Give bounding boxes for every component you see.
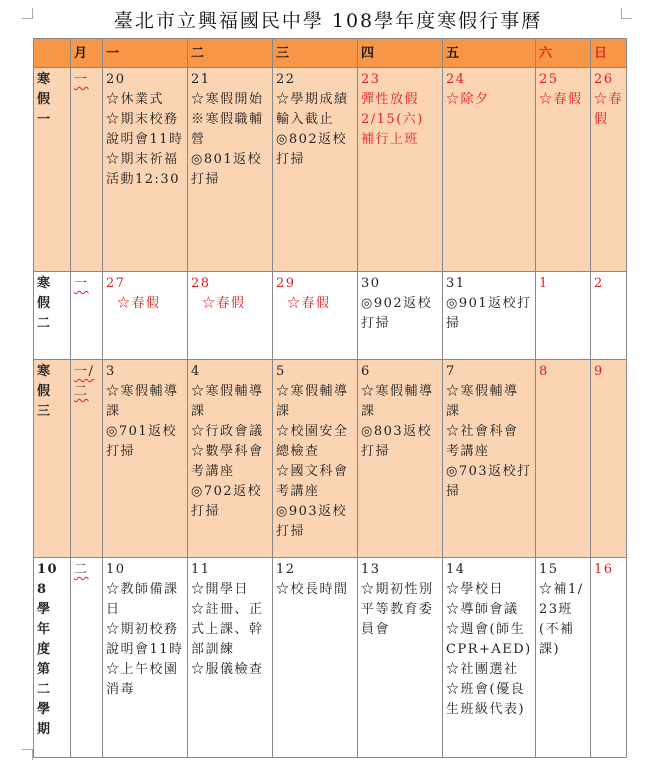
document-title[interactable] <box>0 6 656 33</box>
week-label-char: 假 <box>37 296 52 311</box>
week-label-char: 三 <box>37 404 52 419</box>
event-text: ◎903返校打掃 <box>276 504 348 539</box>
event-text: ☆寒假開始 <box>191 92 264 107</box>
day-cell[interactable] <box>358 272 443 360</box>
week-label-char: 度 <box>37 642 52 657</box>
day-number: 20 <box>106 72 126 87</box>
event-text: ☆春假 <box>594 92 624 127</box>
day-number: 28 <box>191 276 211 291</box>
event-text: ☆春假 <box>202 296 246 311</box>
event-text: ☆補1/23班(不補課) <box>539 582 584 657</box>
day-cell[interactable] <box>591 558 627 758</box>
header-label: 日 <box>594 46 609 61</box>
month-label: 一 <box>74 276 89 291</box>
day-cell[interactable] <box>536 272 591 360</box>
header-weekday[interactable] <box>443 39 536 68</box>
day-cell[interactable] <box>188 558 273 758</box>
day-cell[interactable] <box>443 272 536 360</box>
header-label: 六 <box>539 46 554 61</box>
header-weekday[interactable] <box>188 39 273 68</box>
week-label-char: 年 <box>37 622 52 637</box>
day-cell[interactable] <box>443 558 536 758</box>
header-label: 三 <box>276 46 291 61</box>
header-month[interactable] <box>71 39 103 68</box>
week-label-char: 假 <box>37 384 52 399</box>
header-label: 一 <box>106 46 121 61</box>
month-cell[interactable] <box>71 272 103 360</box>
event-text: ◎702返校打掃 <box>191 484 263 519</box>
header-weekday[interactable] <box>103 39 188 68</box>
event-text: ☆校長時間 <box>276 582 349 597</box>
event-text: ☆上午校園消毒 <box>106 662 179 697</box>
event-text: ☆學校日 <box>446 582 505 597</box>
day-number: 26 <box>594 72 614 87</box>
week-label-char: 第 <box>37 662 52 677</box>
week-label-char: 學 <box>37 602 52 617</box>
event-text: ◎901返校打掃 <box>446 296 532 331</box>
day-number: 9 <box>594 364 604 379</box>
day-cell[interactable] <box>103 360 188 558</box>
event-text: 補行上班 <box>361 132 420 147</box>
month-label: 一/二 <box>74 364 95 399</box>
week-label-char: 寒 <box>37 72 52 87</box>
week-label-char: 假 <box>37 92 52 107</box>
day-number: 3 <box>106 364 116 379</box>
event-text: ☆服儀檢查 <box>191 662 264 677</box>
month-label: 一 <box>74 72 89 87</box>
week-label-cell[interactable] <box>34 558 71 758</box>
event-text: ☆註冊、正式上課、幹部訓練 <box>191 602 264 657</box>
event-text: ☆班會(優良生班級代表) <box>446 682 526 717</box>
day-cell[interactable] <box>273 558 358 758</box>
event-text: ☆春假 <box>117 296 161 311</box>
day-cell[interactable] <box>273 68 358 272</box>
event-text: 2/15(六) <box>361 112 424 127</box>
week-label-cell[interactable] <box>34 360 71 558</box>
event-text: ☆週會(師生CPR+AED) <box>446 622 532 657</box>
week-label-char: 二 <box>37 316 52 331</box>
event-text: ☆導師會議 <box>446 602 519 617</box>
event-text: ☆期初校務說明會11時 <box>106 622 184 657</box>
event-text: ◎703返校打掃 <box>446 464 532 499</box>
day-cell[interactable] <box>536 360 591 558</box>
day-cell[interactable] <box>103 68 188 272</box>
day-number: 6 <box>361 364 371 379</box>
calendar-week-row <box>34 360 627 558</box>
day-cell[interactable] <box>188 272 273 360</box>
day-number: 27 <box>106 276 126 291</box>
day-number: 31 <box>446 276 466 291</box>
event-text: ☆期末祈福活動12:30 <box>106 152 180 187</box>
day-number: 4 <box>191 364 201 379</box>
week-label-char: 學 <box>37 702 52 717</box>
day-number: 2 <box>594 276 604 291</box>
day-cell[interactable] <box>536 68 591 272</box>
event-text: ☆數學科會考講座 <box>191 444 264 479</box>
day-number: 10 <box>106 562 126 577</box>
month-cell[interactable] <box>71 360 103 558</box>
event-text: ☆期初性別平等教育委員會 <box>361 582 434 637</box>
day-number: 15 <box>539 562 559 577</box>
week-label-char: 寒 <box>37 364 52 379</box>
month-cell[interactable] <box>71 558 103 758</box>
event-text: ◎902返校打掃 <box>361 296 433 331</box>
event-text: ◎801返校打掃 <box>191 152 263 187</box>
day-cell[interactable] <box>273 360 358 558</box>
header-label: 四 <box>361 46 376 61</box>
header-label: 五 <box>446 46 461 61</box>
event-text: ☆行政會議 <box>191 424 264 439</box>
day-cell[interactable] <box>103 272 188 360</box>
event-text: ☆寒假輔導課 <box>191 384 264 419</box>
event-text: ☆寒假輔導課 <box>276 384 349 419</box>
day-number: 11 <box>191 562 211 577</box>
calendar-week-row <box>34 272 627 360</box>
event-text: ☆校園安全總檢查 <box>276 424 349 459</box>
day-number: 25 <box>539 72 559 87</box>
day-number: 12 <box>276 562 296 577</box>
day-cell[interactable] <box>188 68 273 272</box>
day-number: 8 <box>539 364 549 379</box>
week-label-char: 一 <box>37 112 52 127</box>
day-number: 24 <box>446 72 466 87</box>
day-cell[interactable] <box>591 68 627 272</box>
day-number: 22 <box>276 72 296 87</box>
event-text: ☆社會科會考講座 <box>446 424 519 459</box>
day-number: 21 <box>191 72 211 87</box>
day-number: 14 <box>446 562 466 577</box>
month-cell[interactable] <box>71 68 103 272</box>
header-weekday[interactable] <box>591 39 627 68</box>
document-title-text: 臺北市立興福國民中學 108學年度寒假行事曆 <box>113 10 543 32</box>
event-text: ☆寒假輔導課 <box>446 384 519 419</box>
day-cell[interactable] <box>536 558 591 758</box>
week-label-char: 二 <box>37 682 52 697</box>
header-weekday[interactable] <box>273 39 358 68</box>
day-cell[interactable] <box>188 360 273 558</box>
header-corner-cell[interactable] <box>34 39 71 68</box>
event-text: ☆休業式 <box>106 92 165 107</box>
day-number: 16 <box>594 562 614 577</box>
day-cell[interactable] <box>443 360 536 558</box>
week-label-cell[interactable] <box>34 272 71 360</box>
event-text: ※寒假職輔營 <box>191 112 264 147</box>
page-corner-mark <box>22 749 33 760</box>
week-label-char: 期 <box>37 722 52 737</box>
week-label-cell[interactable] <box>34 68 71 272</box>
week-label-char: 108 <box>37 562 59 597</box>
event-text: ☆教師備課日 <box>106 582 179 617</box>
header-label: 月 <box>74 46 89 61</box>
header-label: 二 <box>191 46 206 61</box>
event-text: ☆國文科會考講座 <box>276 464 349 499</box>
event-text: ☆除夕 <box>446 92 490 107</box>
header-weekday[interactable] <box>536 39 591 68</box>
event-text: ☆春假 <box>539 92 583 107</box>
day-number: 13 <box>361 562 381 577</box>
month-label: 二 <box>74 562 89 577</box>
calendar-header-row <box>34 39 627 68</box>
event-text: ☆社團選社 <box>446 662 519 677</box>
event-text: 彈性放假 <box>361 92 420 107</box>
event-text: ◎803返校打掃 <box>361 424 433 459</box>
event-text: ☆開學日 <box>191 582 250 597</box>
event-text: ◎701返校打掃 <box>106 424 178 459</box>
day-number: 30 <box>361 276 381 291</box>
day-cell[interactable] <box>103 558 188 758</box>
day-cell[interactable] <box>591 272 627 360</box>
event-text: ☆學期成績輸入截止 <box>276 92 349 127</box>
calendar-table <box>33 38 627 758</box>
day-number: 5 <box>276 364 286 379</box>
event-text: ☆期末校務說明會11時 <box>106 112 184 147</box>
event-text: ◎802返校打掃 <box>276 132 348 167</box>
day-cell[interactable] <box>358 68 443 272</box>
day-number: 29 <box>276 276 296 291</box>
event-text: ☆寒假輔導課 <box>361 384 434 419</box>
calendar-week-row <box>34 558 627 758</box>
day-cell[interactable] <box>273 272 358 360</box>
header-weekday[interactable] <box>358 39 443 68</box>
day-cell[interactable] <box>443 68 536 272</box>
calendar-week-row <box>34 68 627 272</box>
event-text: ☆春假 <box>287 296 331 311</box>
day-cell[interactable] <box>358 558 443 758</box>
day-number: 7 <box>446 364 456 379</box>
event-text: ☆寒假輔導課 <box>106 384 179 419</box>
day-number: 23 <box>361 72 381 87</box>
week-label-char: 寒 <box>37 276 52 291</box>
day-number: 1 <box>539 276 549 291</box>
day-cell[interactable] <box>591 360 627 558</box>
day-cell[interactable] <box>358 360 443 558</box>
